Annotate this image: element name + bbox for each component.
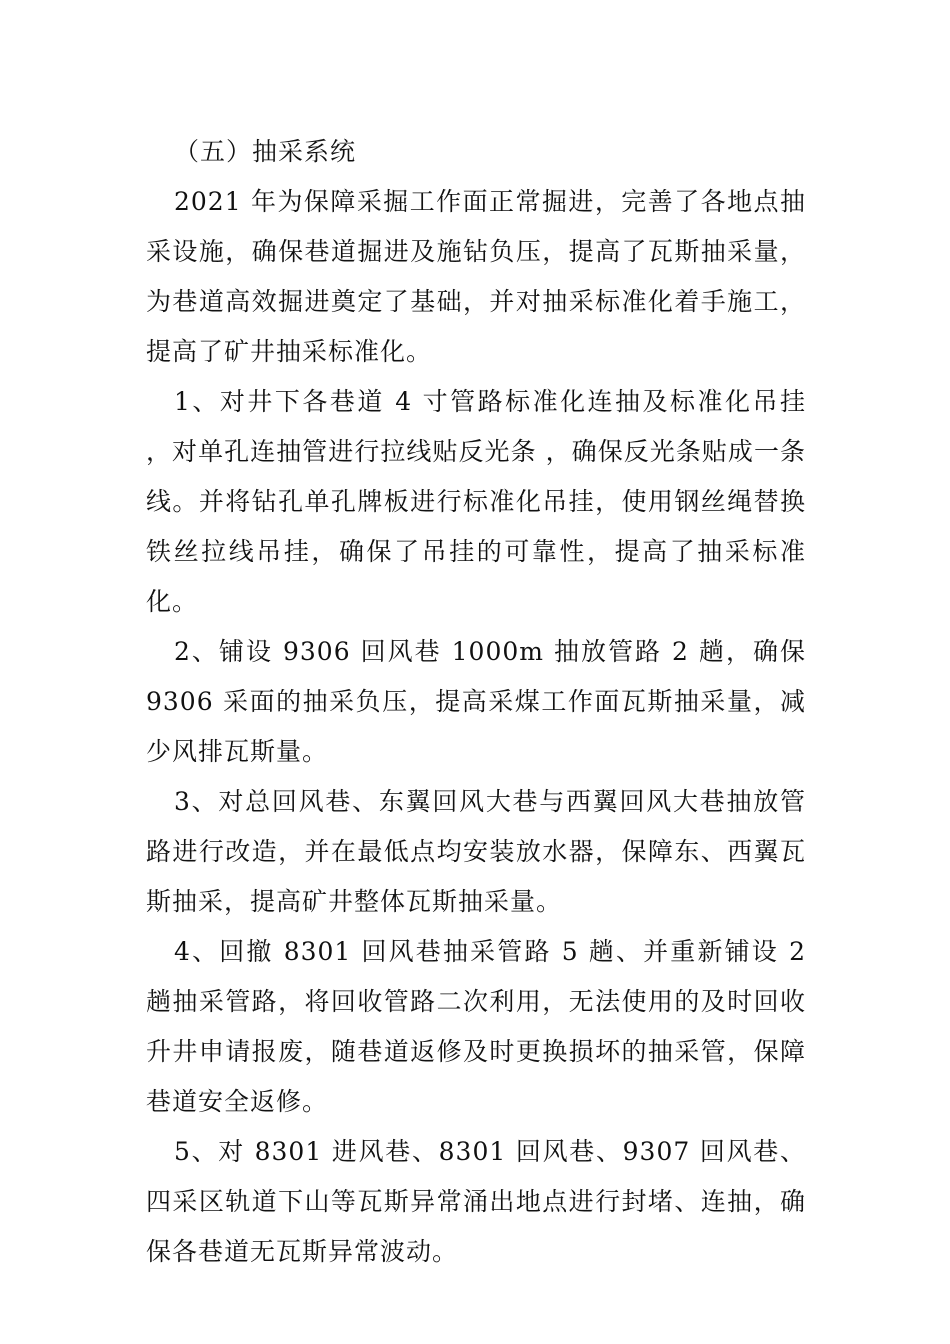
paragraph-intro: 2021 年为保障采掘工作面正常掘进，完善了各地点抽采设施，确保巷道掘进及施钻负压，提高了瓦斯抽采量，为巷道高效掘进奠定了基础，并对抽采标准化着手施工，提高了矿井抽采标准化。: [146, 187, 806, 366]
document-body: [146, 127, 806, 1277]
paragraph-item-5: 5、对 8301 进风巷、8301 回风巷、9307 回风巷、四采区轨道下山等瓦斯异常涌出地点进行封堵、连抽，确保各巷道无瓦斯异常波动。: [146, 1137, 806, 1266]
paragraph-item-1: 1、对井下各巷道 4 寸管路标准化连抽及标准化吊挂 ，对单孔连抽管进行拉线贴反光条 ，确保反光条贴成一条线。并将钻孔单孔牌板进行标准化吊挂，使用钢丝绳替换铁丝拉线吊挂，确保了吊挂的可靠性，提高了抽采标准化。: [146, 387, 806, 616]
paragraph-item-2: 2、铺设 9306 回风巷 1000m 抽放管路 2 趟，确保 9306 采面的抽采负压，提高采煤工作面瓦斯抽采量，减少风排瓦斯量。: [146, 637, 806, 766]
section-heading: （五）抽采系统: [174, 137, 357, 166]
paragraph-item-4: 4、回撤 8301 回风巷抽采管路 5 趟、并重新铺设 2 趟抽采管路，将回收管路二次利用，无法使用的及时回收升井申请报废，随巷道返修及时更换损坏的抽采管，保障巷道安全返修。: [146, 937, 806, 1116]
paragraph-item-3: 3、对总回风巷、东翼回风大巷与西翼回风大巷抽放管路进行改造，并在最低点均安装放水器，保障东、西翼瓦斯抽采，提高矿井整体瓦斯抽采量。: [146, 787, 806, 916]
